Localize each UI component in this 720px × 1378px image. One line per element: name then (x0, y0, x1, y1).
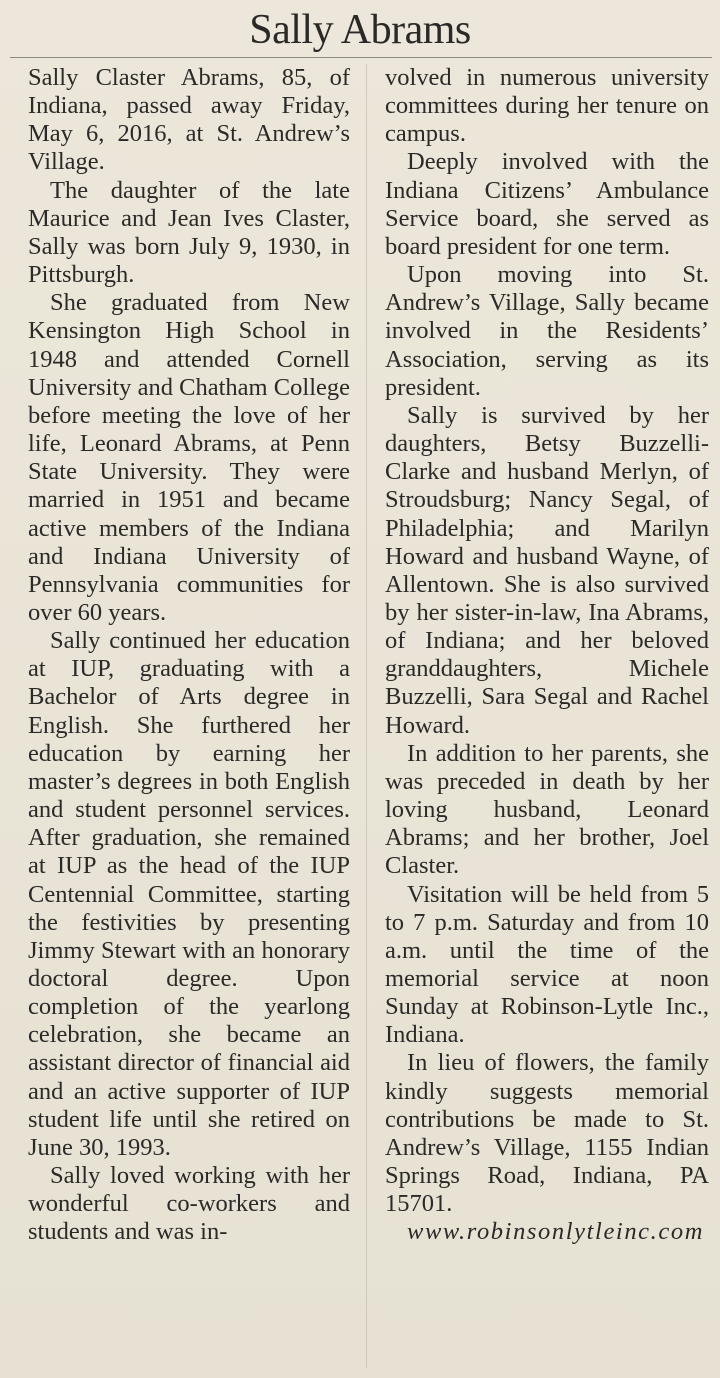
obituary-title: Sally Abrams (249, 7, 471, 53)
column-divider (366, 64, 367, 1368)
paragraph-visitation: Visitation will be held from 5 to 7 p.m. Saturday and from 10 a.m. until the time of the memorial service at noon Sunday at Robinson-Lytle Inc., Indiana. (385, 880, 709, 1049)
paragraph-intro: Sally Claster Abrams, 85, of Indiana, passed away Friday, May 6, 2016, at St. Andrew’s Village. (28, 64, 350, 176)
right-column (385, 64, 709, 1247)
paragraph-committees: volved in numerous university committees during her tenure on campus. (385, 64, 709, 148)
paragraph-survivors: Sally is survived by her daughters, Betsy Buzzelli-Clarke and husband Merlyn, of Stroudsburg; Nancy Segal, of Philadelphia; and Marilyn Howard and husband Wayne, of Allentown. She is also survived by her sister-in-law, Ina Abrams, of Indiana; and her beloved granddaughters, Michele Buzzelli, Sara Segal and Rachel Howard. (385, 401, 709, 739)
left-column (28, 64, 350, 1247)
title-rule (10, 57, 712, 58)
paragraph-career: Sally continued her education at IUP, graduating with a Bachelor of Arts degree in English. She furthered her education by earning her master’s degrees in both English and student personnel services. After graduation, she remained at IUP as the head of the IUP Centennial Committee, starting the festivities by presenting Jimmy Stewart with an honorary doctoral degree. Upon completion of the yearlong celebration, she became an assistant director of financial aid and an active supporter of IUP student life until she retired on June 30, 1993. (28, 627, 350, 1161)
paragraph-preceded: In addition to her parents, she was preceded in death by her loving husband, Leonard Abrams; and her brother, Joel Claster. (385, 739, 709, 880)
paragraph-memorial: In lieu of flowers, the family kindly suggests memorial contributions be made to St. Andrew’s Village, 1155 Indian Springs Road, Indiana, PA 15701. (385, 1049, 709, 1218)
paragraph-parents: The daughter of the late Maurice and Jean Ives Claster, Sally was born July 9, 1930, in Pittsburgh. (28, 176, 350, 289)
paragraph-education: She graduated from New Kensington High School in 1948 and attended Cornell University and Chatham College before meeting the love of her life, Leonard Abrams, at Penn State University. They were married in 1951 and became active members of the Indiana and Indiana University of Pennsylvania communities for over 60 years. (28, 289, 350, 626)
funeral-home-website: www.robinsonlytleinc.com (407, 1218, 704, 1246)
paragraph-ambulance: Deeply involved with the Indiana Citizens’ Ambulance Service board, she served as board president for one term. (385, 148, 709, 260)
paragraph-coworkers: Sally loved working with her wonderful co-workers and students and was in- (28, 1162, 350, 1246)
paragraph-residents: Upon moving into St. Andrew’s Village, Sally became involved in the Residents’ Association, serving as its president. (385, 261, 709, 401)
